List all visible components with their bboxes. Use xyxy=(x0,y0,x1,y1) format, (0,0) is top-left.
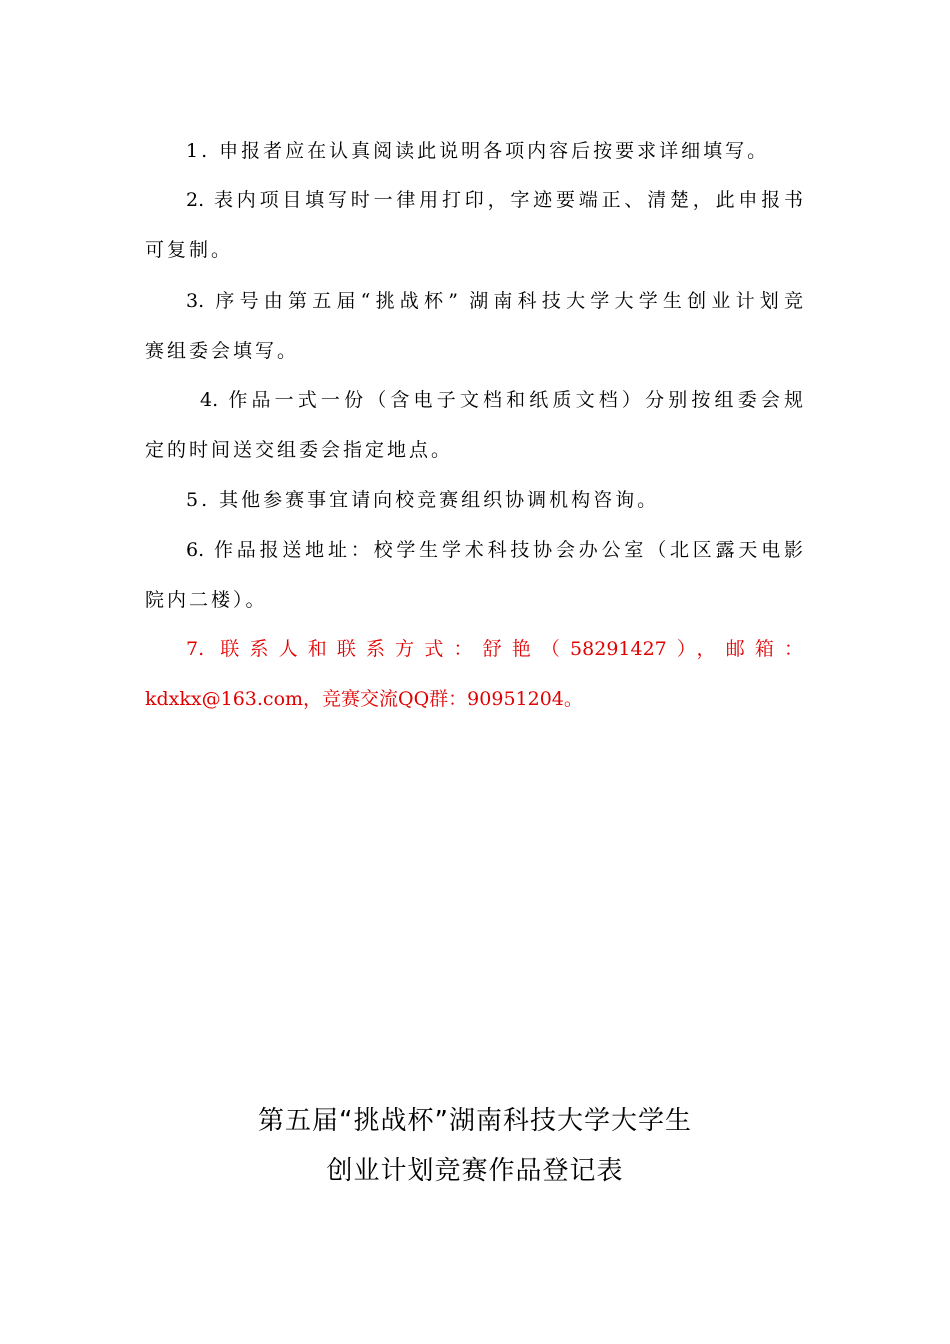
form-title-line-1: 第五届“挑战杯”湖南科技大学大学生 xyxy=(258,1106,692,1136)
instruction-item-7-line-1: 7. 联系人和联系方式：舒艳（58291427），邮箱： xyxy=(186,638,803,660)
instruction-item-6-line-1: 6. 作品报送地址：校学生学术科技协会办公室（北区露天电影 xyxy=(186,539,803,561)
instruction-item-5: 5. 其他参赛事宜请向校竞赛组织协调机构咨询。 xyxy=(186,489,660,511)
instruction-item-3-line-1: 3. 序号由第五届“挑战杯” 湖南科技大学大学生创业计划竞 xyxy=(186,290,803,312)
instruction-item-2-line-1: 2. 表内项目填写时一律用打印，字迹要端正、清楚，此申报书 xyxy=(186,189,803,211)
form-title-line-2: 创业计划竞赛作品登记表 xyxy=(326,1156,624,1186)
instruction-item-4-line-1: 4. 作品一式一份（含电子文档和纸质文档）分别按组委会规 xyxy=(200,389,803,411)
instruction-item-7-line-2: kdxkx@163.com，竞赛交流QQ群：90951204。 xyxy=(145,688,583,710)
instruction-item-1: 1. 申报者应在认真阅读此说明各项内容后按要求详细填写。 xyxy=(186,140,770,162)
instruction-item-6-line-2: 院内二楼）。 xyxy=(145,589,268,611)
instruction-item-2-line-2: 可复制。 xyxy=(145,239,234,261)
instruction-item-4-line-2: 定的时间送交组委会指定地点。 xyxy=(145,439,454,461)
instruction-item-3-line-2: 赛组委会填写。 xyxy=(145,340,300,362)
